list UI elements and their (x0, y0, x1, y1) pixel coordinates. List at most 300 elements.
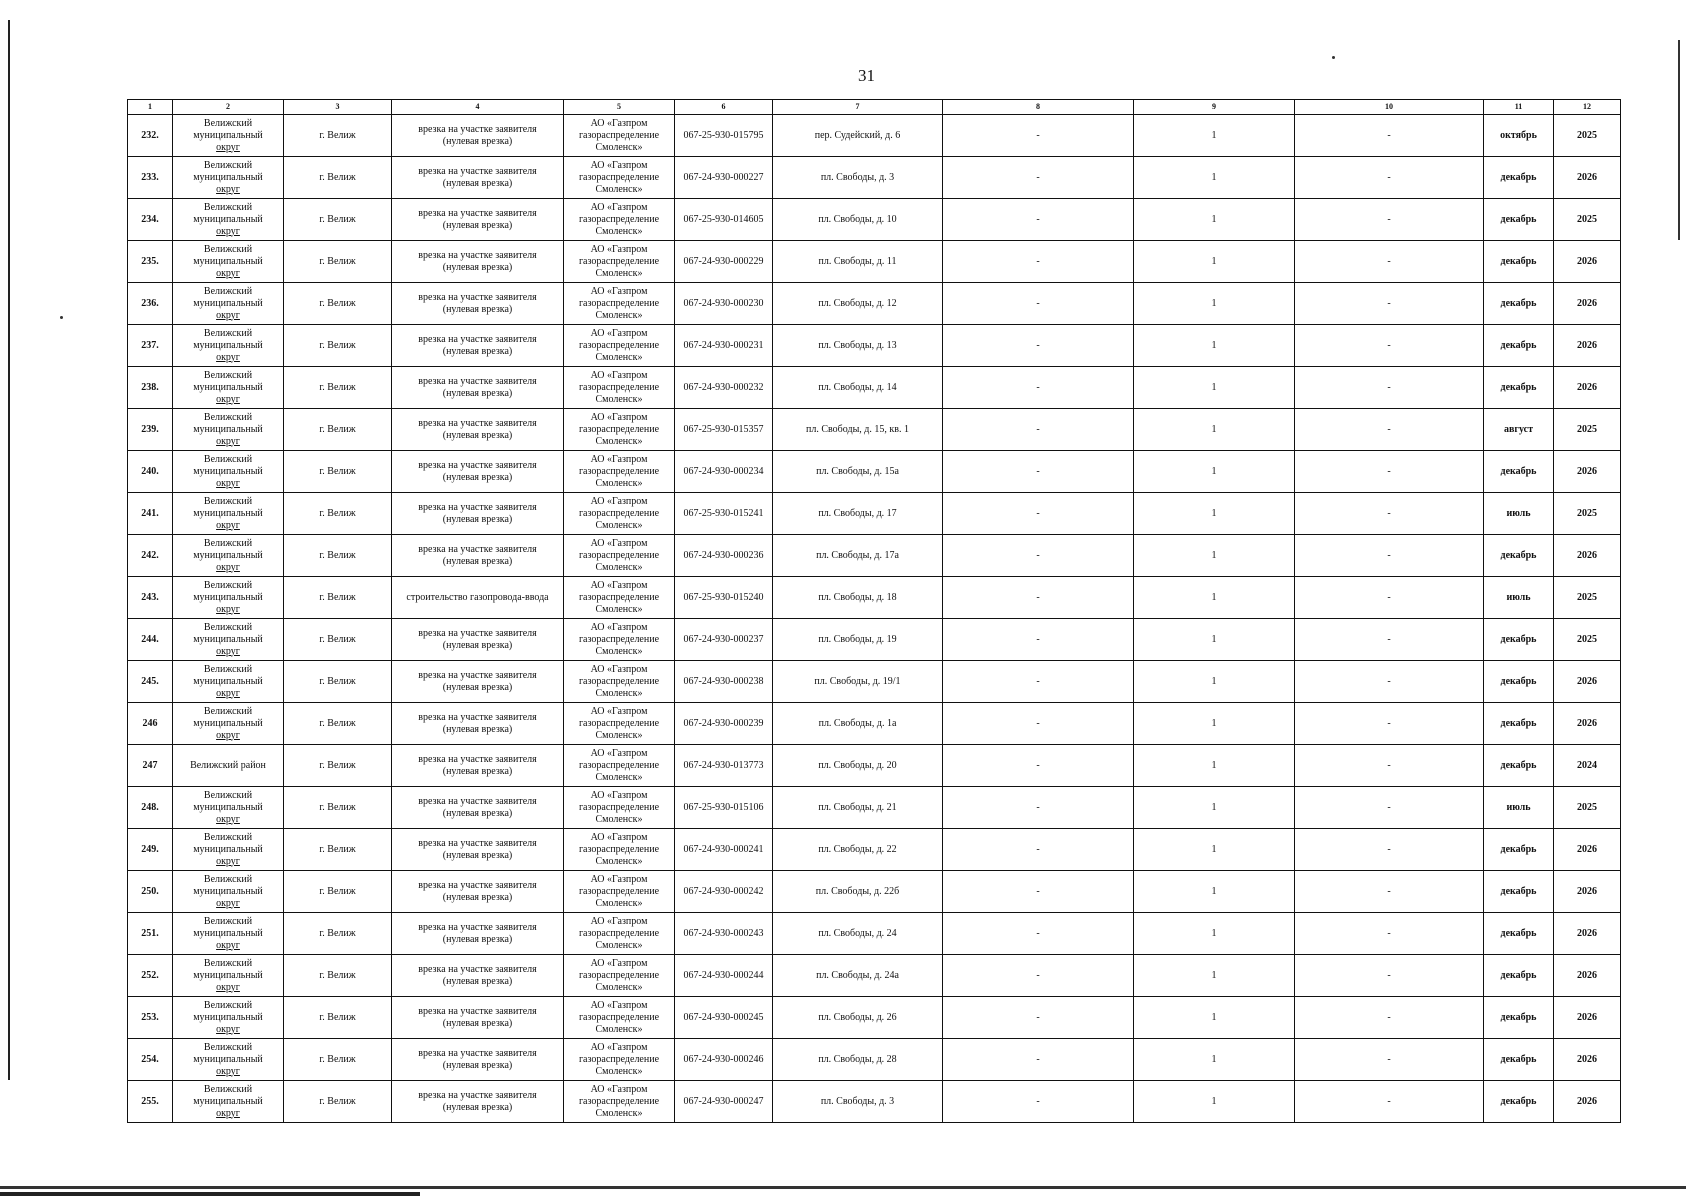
work-cell (392, 157, 564, 199)
district-cell-line: Велижский (203, 831, 253, 843)
town-cell: г. Велиж (284, 661, 392, 703)
work-cell (392, 913, 564, 955)
scan-edge-right (1678, 40, 1680, 240)
district-cell-line: Велижский (203, 957, 253, 969)
work-cell (392, 115, 564, 157)
organization-cell-line: газораспределение (578, 549, 660, 561)
district-cell-line: муниципальный (193, 927, 263, 939)
col8-cell: - (943, 619, 1134, 661)
col10-cell: - (1295, 871, 1484, 913)
organization-cell-line: Смоленск» (595, 603, 643, 615)
town-cell: г. Велиж (284, 1039, 392, 1081)
month-cell: декабрь (1484, 1081, 1554, 1123)
col10-cell: - (1295, 367, 1484, 409)
code-cell: 067-25-930-014605 (675, 199, 773, 241)
row-number: 236. (128, 283, 173, 325)
organization-cell-line: газораспределение (578, 381, 660, 393)
scan-speck (60, 316, 63, 319)
organization-cell-line: АО «Газпром (590, 831, 648, 843)
table-row (128, 955, 1621, 997)
column-header: 12 (1554, 100, 1621, 115)
district-cell (173, 115, 284, 157)
row-number: 250. (128, 871, 173, 913)
town-cell: г. Велиж (284, 409, 392, 451)
district-cell (173, 913, 284, 955)
district-cell (173, 955, 284, 997)
work-cell (392, 1039, 564, 1081)
col9-cell: 1 (1134, 115, 1295, 157)
district-cell-line: округ (216, 981, 240, 993)
district-cell-line: муниципальный (193, 549, 263, 561)
organization-cell-line: Смоленск» (595, 561, 643, 573)
schedule-table (127, 99, 1621, 1123)
month-cell: декабрь (1484, 871, 1554, 913)
work-cell (392, 325, 564, 367)
organization-cell-line: газораспределение (578, 927, 660, 939)
district-cell-line: муниципальный (193, 213, 263, 225)
district-cell-line: муниципальный (193, 507, 263, 519)
district-cell (173, 787, 284, 829)
district-cell-line: округ (216, 897, 240, 909)
organization-cell-line: Смоленск» (595, 141, 643, 153)
page-number: 31 (858, 66, 875, 85)
district-cell-line: округ (216, 1107, 240, 1119)
col9-cell: 1 (1134, 619, 1295, 661)
table-row (128, 115, 1621, 157)
row-number: 246 (128, 703, 173, 745)
organization-cell-line: Смоленск» (595, 393, 643, 405)
organization-cell-line: АО «Газпром (590, 1083, 648, 1095)
year-cell: 2025 (1554, 619, 1621, 661)
year-cell: 2026 (1554, 283, 1621, 325)
district-cell-line: Велижский (203, 369, 253, 381)
organization-cell-line: газораспределение (578, 339, 660, 351)
work-cell (392, 241, 564, 283)
work-cell-line: врезка на участке заявителя (418, 669, 537, 681)
district-cell (173, 535, 284, 577)
organization-cell (564, 829, 675, 871)
col9-cell: 1 (1134, 1081, 1295, 1123)
month-cell: декабрь (1484, 913, 1554, 955)
address-cell: пер. Судейский, д. 6 (773, 115, 943, 157)
work-cell-line: врезка на участке заявителя (418, 1047, 537, 1059)
table-row (128, 1081, 1621, 1123)
year-cell: 2026 (1554, 829, 1621, 871)
work-cell-line: (нулевая врезка) (442, 681, 513, 693)
col8-cell: - (943, 1081, 1134, 1123)
address-cell: пл. Свободы, д. 10 (773, 199, 943, 241)
organization-cell (564, 619, 675, 661)
work-cell-line: врезка на участке заявителя (418, 291, 537, 303)
organization-cell-line: АО «Газпром (590, 579, 648, 591)
code-cell: 067-24-930-000236 (675, 535, 773, 577)
organization-cell-line: Смоленск» (595, 225, 643, 237)
scan-edge-bottom (0, 1186, 1686, 1189)
organization-cell-line: газораспределение (578, 1053, 660, 1065)
work-cell (392, 787, 564, 829)
col9-cell: 1 (1134, 409, 1295, 451)
work-cell-line: врезка на участке заявителя (418, 123, 537, 135)
organization-cell-line: АО «Газпром (590, 621, 648, 633)
col8-cell: - (943, 829, 1134, 871)
organization-cell-line: газораспределение (578, 255, 660, 267)
month-cell: октябрь (1484, 115, 1554, 157)
town-cell: г. Велиж (284, 1081, 392, 1123)
district-cell-line: Велижский (203, 915, 253, 927)
col9-cell: 1 (1134, 829, 1295, 871)
col10-cell: - (1295, 829, 1484, 871)
district-cell-line: Велижский (203, 621, 253, 633)
town-cell: г. Велиж (284, 577, 392, 619)
col8-cell: - (943, 1039, 1134, 1081)
col8-cell: - (943, 115, 1134, 157)
table-row (128, 325, 1621, 367)
work-cell-line: (нулевая врезка) (442, 219, 513, 231)
col9-cell: 1 (1134, 451, 1295, 493)
work-cell-line: врезка на участке заявителя (418, 921, 537, 933)
district-cell (173, 409, 284, 451)
column-header: 1 (128, 100, 173, 115)
code-cell: 067-24-930-013773 (675, 745, 773, 787)
organization-cell-line: газораспределение (578, 759, 660, 771)
work-cell (392, 955, 564, 997)
code-cell: 067-25-930-015795 (675, 115, 773, 157)
address-cell: пл. Свободы, д. 18 (773, 577, 943, 619)
district-cell-line: муниципальный (193, 339, 263, 351)
district-cell (173, 703, 284, 745)
col9-cell: 1 (1134, 283, 1295, 325)
col8-cell: - (943, 787, 1134, 829)
district-cell-line: округ (216, 309, 240, 321)
district-cell-line: округ (216, 435, 240, 447)
month-cell: декабрь (1484, 325, 1554, 367)
address-cell: пл. Свободы, д. 24а (773, 955, 943, 997)
work-cell-line: (нулевая врезка) (442, 471, 513, 483)
table-row (128, 367, 1621, 409)
organization-cell-line: АО «Газпром (590, 453, 648, 465)
col9-cell: 1 (1134, 241, 1295, 283)
organization-cell-line: газораспределение (578, 591, 660, 603)
row-number: 239. (128, 409, 173, 451)
organization-cell (564, 367, 675, 409)
col8-cell: - (943, 913, 1134, 955)
year-cell: 2026 (1554, 325, 1621, 367)
organization-cell-line: газораспределение (578, 1011, 660, 1023)
district-cell-line: муниципальный (193, 423, 263, 435)
col10-cell: - (1295, 1039, 1484, 1081)
month-cell: декабрь (1484, 535, 1554, 577)
district-cell-line: округ (216, 393, 240, 405)
year-cell: 2025 (1554, 577, 1621, 619)
month-cell: декабрь (1484, 367, 1554, 409)
work-cell-line: врезка на участке заявителя (418, 459, 537, 471)
work-cell (392, 661, 564, 703)
district-cell (173, 241, 284, 283)
col8-cell: - (943, 577, 1134, 619)
year-cell: 2026 (1554, 1081, 1621, 1123)
code-cell: 067-24-930-000238 (675, 661, 773, 703)
column-header: 2 (173, 100, 284, 115)
month-cell: декабрь (1484, 619, 1554, 661)
address-cell: пл. Свободы, д. 20 (773, 745, 943, 787)
col9-cell: 1 (1134, 367, 1295, 409)
code-cell: 067-24-930-000246 (675, 1039, 773, 1081)
table-row (128, 409, 1621, 451)
district-cell-line: Велижский район (190, 759, 266, 771)
address-cell: пл. Свободы, д. 28 (773, 1039, 943, 1081)
col8-cell: - (943, 199, 1134, 241)
col9-cell: 1 (1134, 871, 1295, 913)
month-cell: август (1484, 409, 1554, 451)
district-cell-line: округ (216, 939, 240, 951)
district-cell-line: муниципальный (193, 129, 263, 141)
column-header: 8 (943, 100, 1134, 115)
col10-cell: - (1295, 745, 1484, 787)
address-cell: пл. Свободы, д. 22б (773, 871, 943, 913)
address-cell: пл. Свободы, д. 17а (773, 535, 943, 577)
town-cell: г. Велиж (284, 325, 392, 367)
row-number: 254. (128, 1039, 173, 1081)
col9-cell: 1 (1134, 493, 1295, 535)
organization-cell (564, 409, 675, 451)
organization-cell (564, 115, 675, 157)
organization-cell-line: Смоленск» (595, 771, 643, 783)
district-cell (173, 283, 284, 325)
town-cell: г. Велиж (284, 703, 392, 745)
work-cell-line: врезка на участке заявителя (418, 417, 537, 429)
district-cell-line: муниципальный (193, 1053, 263, 1065)
district-cell-line: Велижский (203, 789, 253, 801)
organization-cell-line: газораспределение (578, 423, 660, 435)
town-cell: г. Велиж (284, 241, 392, 283)
organization-cell-line: Смоленск» (595, 1065, 643, 1077)
organization-cell (564, 535, 675, 577)
address-cell: пл. Свободы, д. 3 (773, 157, 943, 199)
col8-cell: - (943, 157, 1134, 199)
district-cell-line: округ (216, 603, 240, 615)
organization-cell (564, 157, 675, 199)
district-cell-line: муниципальный (193, 255, 263, 267)
col10-cell: - (1295, 451, 1484, 493)
organization-cell (564, 283, 675, 325)
year-cell: 2025 (1554, 199, 1621, 241)
organization-cell-line: газораспределение (578, 969, 660, 981)
table-row (128, 283, 1621, 325)
year-cell: 2024 (1554, 745, 1621, 787)
organization-cell-line: Смоленск» (595, 309, 643, 321)
table-row (128, 913, 1621, 955)
work-cell-line: (нулевая врезка) (442, 135, 513, 147)
row-number: 255. (128, 1081, 173, 1123)
row-number: 244. (128, 619, 173, 661)
address-cell: пл. Свободы, д. 17 (773, 493, 943, 535)
organization-cell (564, 241, 675, 283)
month-cell: декабрь (1484, 451, 1554, 493)
work-cell-line: (нулевая врезка) (442, 303, 513, 315)
work-cell-line: врезка на участке заявителя (418, 963, 537, 975)
district-cell (173, 619, 284, 661)
organization-cell-line: АО «Газпром (590, 411, 648, 423)
code-cell: 067-24-930-000227 (675, 157, 773, 199)
district-cell-line: округ (216, 351, 240, 363)
district-cell-line: округ (216, 225, 240, 237)
month-cell: декабрь (1484, 745, 1554, 787)
work-cell-line: врезка на участке заявителя (418, 837, 537, 849)
code-cell: 067-24-930-000229 (675, 241, 773, 283)
year-cell: 2026 (1554, 997, 1621, 1039)
row-number: 253. (128, 997, 173, 1039)
row-number: 247 (128, 745, 173, 787)
code-cell: 067-24-930-000241 (675, 829, 773, 871)
organization-cell (564, 871, 675, 913)
row-number: 242. (128, 535, 173, 577)
address-cell: пл. Свободы, д. 3 (773, 1081, 943, 1123)
district-cell (173, 577, 284, 619)
month-cell: декабрь (1484, 829, 1554, 871)
district-cell-line: Велижский (203, 705, 253, 717)
address-cell: пл. Свободы, д. 12 (773, 283, 943, 325)
work-cell-line: (нулевая врезка) (442, 807, 513, 819)
col9-cell: 1 (1134, 703, 1295, 745)
district-cell-line: округ (216, 141, 240, 153)
row-number: 243. (128, 577, 173, 619)
col8-cell: - (943, 745, 1134, 787)
organization-cell-line: Смоленск» (595, 855, 643, 867)
organization-cell-line: газораспределение (578, 717, 660, 729)
district-cell (173, 367, 284, 409)
organization-cell-line: Смоленск» (595, 435, 643, 447)
town-cell: г. Велиж (284, 451, 392, 493)
table-row (128, 535, 1621, 577)
organization-cell (564, 1039, 675, 1081)
district-cell (173, 157, 284, 199)
district-cell-line: Велижский (203, 327, 253, 339)
col10-cell: - (1295, 241, 1484, 283)
organization-cell-line: Смоленск» (595, 981, 643, 993)
table-row (128, 493, 1621, 535)
town-cell: г. Велиж (284, 997, 392, 1039)
address-cell: пл. Свободы, д. 14 (773, 367, 943, 409)
column-header: 5 (564, 100, 675, 115)
organization-cell-line: Смоленск» (595, 897, 643, 909)
organization-cell (564, 661, 675, 703)
organization-cell-line: Смоленск» (595, 1107, 643, 1119)
district-cell-line: округ (216, 1023, 240, 1035)
organization-cell-line: АО «Газпром (590, 159, 648, 171)
col10-cell: - (1295, 115, 1484, 157)
organization-cell-line: газораспределение (578, 675, 660, 687)
year-cell: 2026 (1554, 535, 1621, 577)
organization-cell-line: Смоленск» (595, 519, 643, 531)
address-cell: пл. Свободы, д. 19/1 (773, 661, 943, 703)
address-cell: пл. Свободы, д. 15, кв. 1 (773, 409, 943, 451)
district-cell-line: муниципальный (193, 675, 263, 687)
address-cell: пл. Свободы, д. 13 (773, 325, 943, 367)
code-cell: 067-24-930-000244 (675, 955, 773, 997)
town-cell: г. Велиж (284, 829, 392, 871)
col10-cell: - (1295, 619, 1484, 661)
work-cell (392, 283, 564, 325)
organization-cell-line: АО «Газпром (590, 747, 648, 759)
col8-cell: - (943, 871, 1134, 913)
work-cell-line: врезка на участке заявителя (418, 543, 537, 555)
row-number: 240. (128, 451, 173, 493)
column-header: 3 (284, 100, 392, 115)
district-cell (173, 745, 284, 787)
district-cell (173, 661, 284, 703)
work-cell-line: врезка на участке заявителя (418, 249, 537, 261)
code-cell: 067-25-930-015241 (675, 493, 773, 535)
town-cell: г. Велиж (284, 745, 392, 787)
district-cell-line: Велижский (203, 579, 253, 591)
month-cell: декабрь (1484, 1039, 1554, 1081)
district-cell-line: Велижский (203, 411, 253, 423)
col9-cell: 1 (1134, 577, 1295, 619)
organization-cell (564, 325, 675, 367)
row-number: 245. (128, 661, 173, 703)
col10-cell: - (1295, 409, 1484, 451)
town-cell: г. Велиж (284, 493, 392, 535)
district-cell-line: Велижский (203, 159, 253, 171)
work-cell-line: (нулевая врезка) (442, 765, 513, 777)
month-cell: декабрь (1484, 283, 1554, 325)
work-cell-line: (нулевая врезка) (442, 345, 513, 357)
organization-cell-line: газораспределение (578, 1095, 660, 1107)
town-cell: г. Велиж (284, 115, 392, 157)
organization-cell-line: АО «Газпром (590, 957, 648, 969)
header-row (128, 100, 1621, 115)
district-cell-line: муниципальный (193, 381, 263, 393)
organization-cell-line: газораспределение (578, 213, 660, 225)
district-cell-line: муниципальный (193, 171, 263, 183)
district-cell-line: округ (216, 645, 240, 657)
work-cell (392, 493, 564, 535)
work-cell-line: (нулевая врезка) (442, 261, 513, 273)
row-number: 234. (128, 199, 173, 241)
col10-cell: - (1295, 157, 1484, 199)
organization-cell-line: АО «Газпром (590, 705, 648, 717)
col9-cell: 1 (1134, 661, 1295, 703)
organization-cell (564, 451, 675, 493)
organization-cell (564, 1081, 675, 1123)
work-cell-line: (нулевая врезка) (442, 429, 513, 441)
work-cell (392, 535, 564, 577)
work-cell-line: (нулевая врезка) (442, 1101, 513, 1113)
row-number: 235. (128, 241, 173, 283)
organization-cell-line: АО «Газпром (590, 327, 648, 339)
col9-cell: 1 (1134, 325, 1295, 367)
code-cell: 067-24-930-000243 (675, 913, 773, 955)
district-cell-line: округ (216, 183, 240, 195)
month-cell: июль (1484, 493, 1554, 535)
table-row (128, 241, 1621, 283)
organization-cell-line: Смоленск» (595, 477, 643, 489)
district-cell-line: Велижский (203, 495, 253, 507)
district-cell-line: Велижский (203, 243, 253, 255)
district-cell (173, 1081, 284, 1123)
col8-cell: - (943, 955, 1134, 997)
district-cell-line: Велижский (203, 453, 253, 465)
code-cell: 067-24-930-000242 (675, 871, 773, 913)
district-cell (173, 493, 284, 535)
work-cell-line: врезка на участке заявителя (418, 375, 537, 387)
col8-cell: - (943, 451, 1134, 493)
town-cell: г. Велиж (284, 913, 392, 955)
col8-cell: - (943, 997, 1134, 1039)
table-row (128, 661, 1621, 703)
address-cell: пл. Свободы, д. 22 (773, 829, 943, 871)
town-cell: г. Велиж (284, 157, 392, 199)
